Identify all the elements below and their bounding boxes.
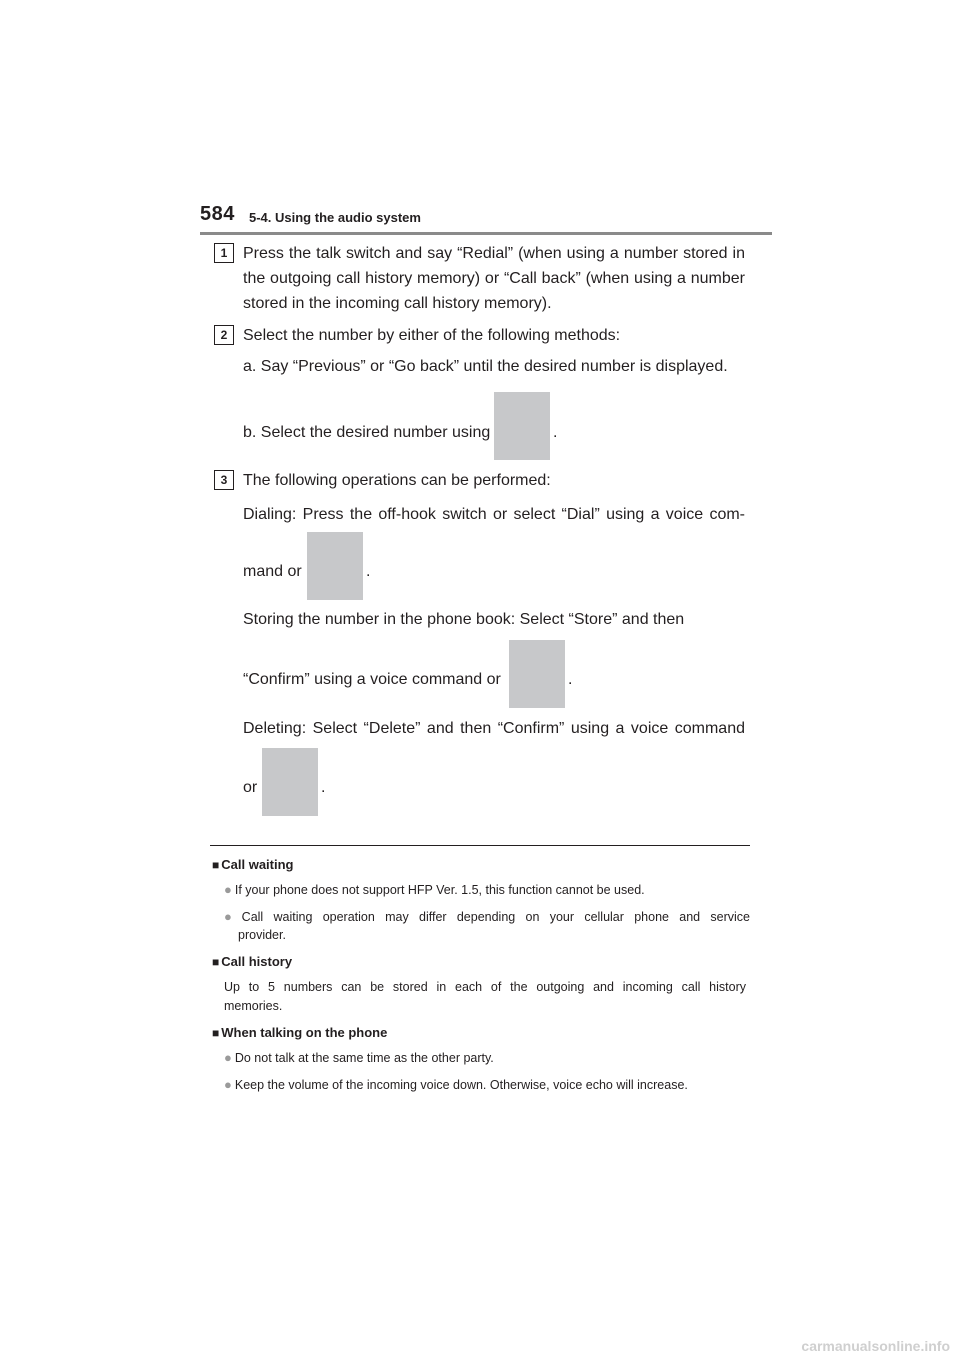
note-text: Up to 5 numbers can be stored in each of the outgoing and incoming call history — [224, 980, 746, 994]
step-1-badge: 1 — [214, 243, 234, 263]
bullet-icon: ● — [224, 909, 239, 924]
step-1-text-line-2: the outgoing call history memory) or “Call back” (when using a number — [243, 270, 745, 287]
bullet-icon: ● — [224, 882, 232, 897]
square-bullet-icon: ■ — [212, 858, 220, 872]
note-item-continuation: provider. — [238, 928, 286, 942]
note-item-text: If your phone does not support HFP Ver. 1.5, this function cannot be used. — [234, 883, 645, 897]
step-2-badge: 2 — [214, 325, 234, 345]
note-heading-text: When talking on the phone — [221, 1025, 388, 1040]
delete-confirm-button-image — [262, 748, 318, 816]
note-item — [224, 880, 645, 900]
note-heading-text: Call waiting — [221, 857, 294, 872]
note-item-text: Do not talk at the same time as the other party. — [234, 1051, 494, 1065]
square-bullet-icon: ■ — [212, 955, 220, 969]
note-heading-talking — [212, 1025, 387, 1040]
note-heading-call-waiting — [212, 857, 293, 872]
select-button-image — [494, 392, 550, 460]
note-item — [224, 1048, 494, 1068]
dial-button-image — [307, 532, 363, 600]
bullet-icon: ● — [224, 1050, 232, 1065]
dialing-text-line-2: mand or — [243, 563, 302, 580]
store-confirm-button-image — [509, 640, 565, 708]
notes-divider — [210, 845, 750, 846]
deleting-text-line-2: or — [243, 779, 258, 796]
note-item — [224, 1075, 688, 1095]
note-item-text: Keep the volume of the incoming voice down. Otherwise, voice echo will increase. — [234, 1078, 688, 1092]
step-1-text-line-3: stored in the incoming call history memory). — [243, 295, 552, 312]
note-heading-call-history — [212, 954, 292, 969]
storing-text-end: . — [568, 671, 573, 688]
note-heading-text: Call history — [221, 954, 293, 969]
step-3-badge: 3 — [214, 470, 234, 490]
page-number: 584 — [200, 203, 235, 225]
note-item — [224, 907, 750, 927]
step-3-intro: The following operations can be performed: — [243, 472, 551, 489]
dialing-text-end: . — [366, 563, 371, 580]
note-item-text: Call waiting operation may differ depending on your cellular phone and service — [241, 910, 750, 924]
step-1-text-line-1: Press the talk switch and say “Redial” (when using a number stored in — [243, 245, 745, 262]
dialing-text-line-1: Dialing: Press the off-hook switch or select “Dial” using a voice com- — [243, 506, 745, 523]
section-title: 5-4. Using the audio system — [249, 210, 421, 225]
bullet-icon: ● — [224, 1077, 232, 1092]
step-2-intro: Select the number by either of the following methods: — [243, 327, 621, 344]
note-text-continuation: memories. — [224, 999, 283, 1013]
deleting-text-line-1: Deleting: Select “Delete” and then “Confirm” using a voice command — [243, 720, 745, 737]
step-2-option-b-end: . — [553, 424, 558, 441]
step-2-option-b: b. Select the desired number using — [243, 424, 491, 441]
header-rule — [200, 232, 772, 235]
storing-text-line-2: “Confirm” using a voice command or — [243, 671, 501, 688]
square-bullet-icon: ■ — [212, 1026, 220, 1040]
watermark: carmanualsonline.info — [801, 1338, 950, 1354]
storing-text-line-1: Storing the number in the phone book: Select “Store” and then — [243, 611, 685, 628]
step-2-option-a: a. Say “Previous” or “Go back” until the desired number is displayed. — [243, 358, 728, 375]
deleting-text-end: . — [321, 779, 326, 796]
